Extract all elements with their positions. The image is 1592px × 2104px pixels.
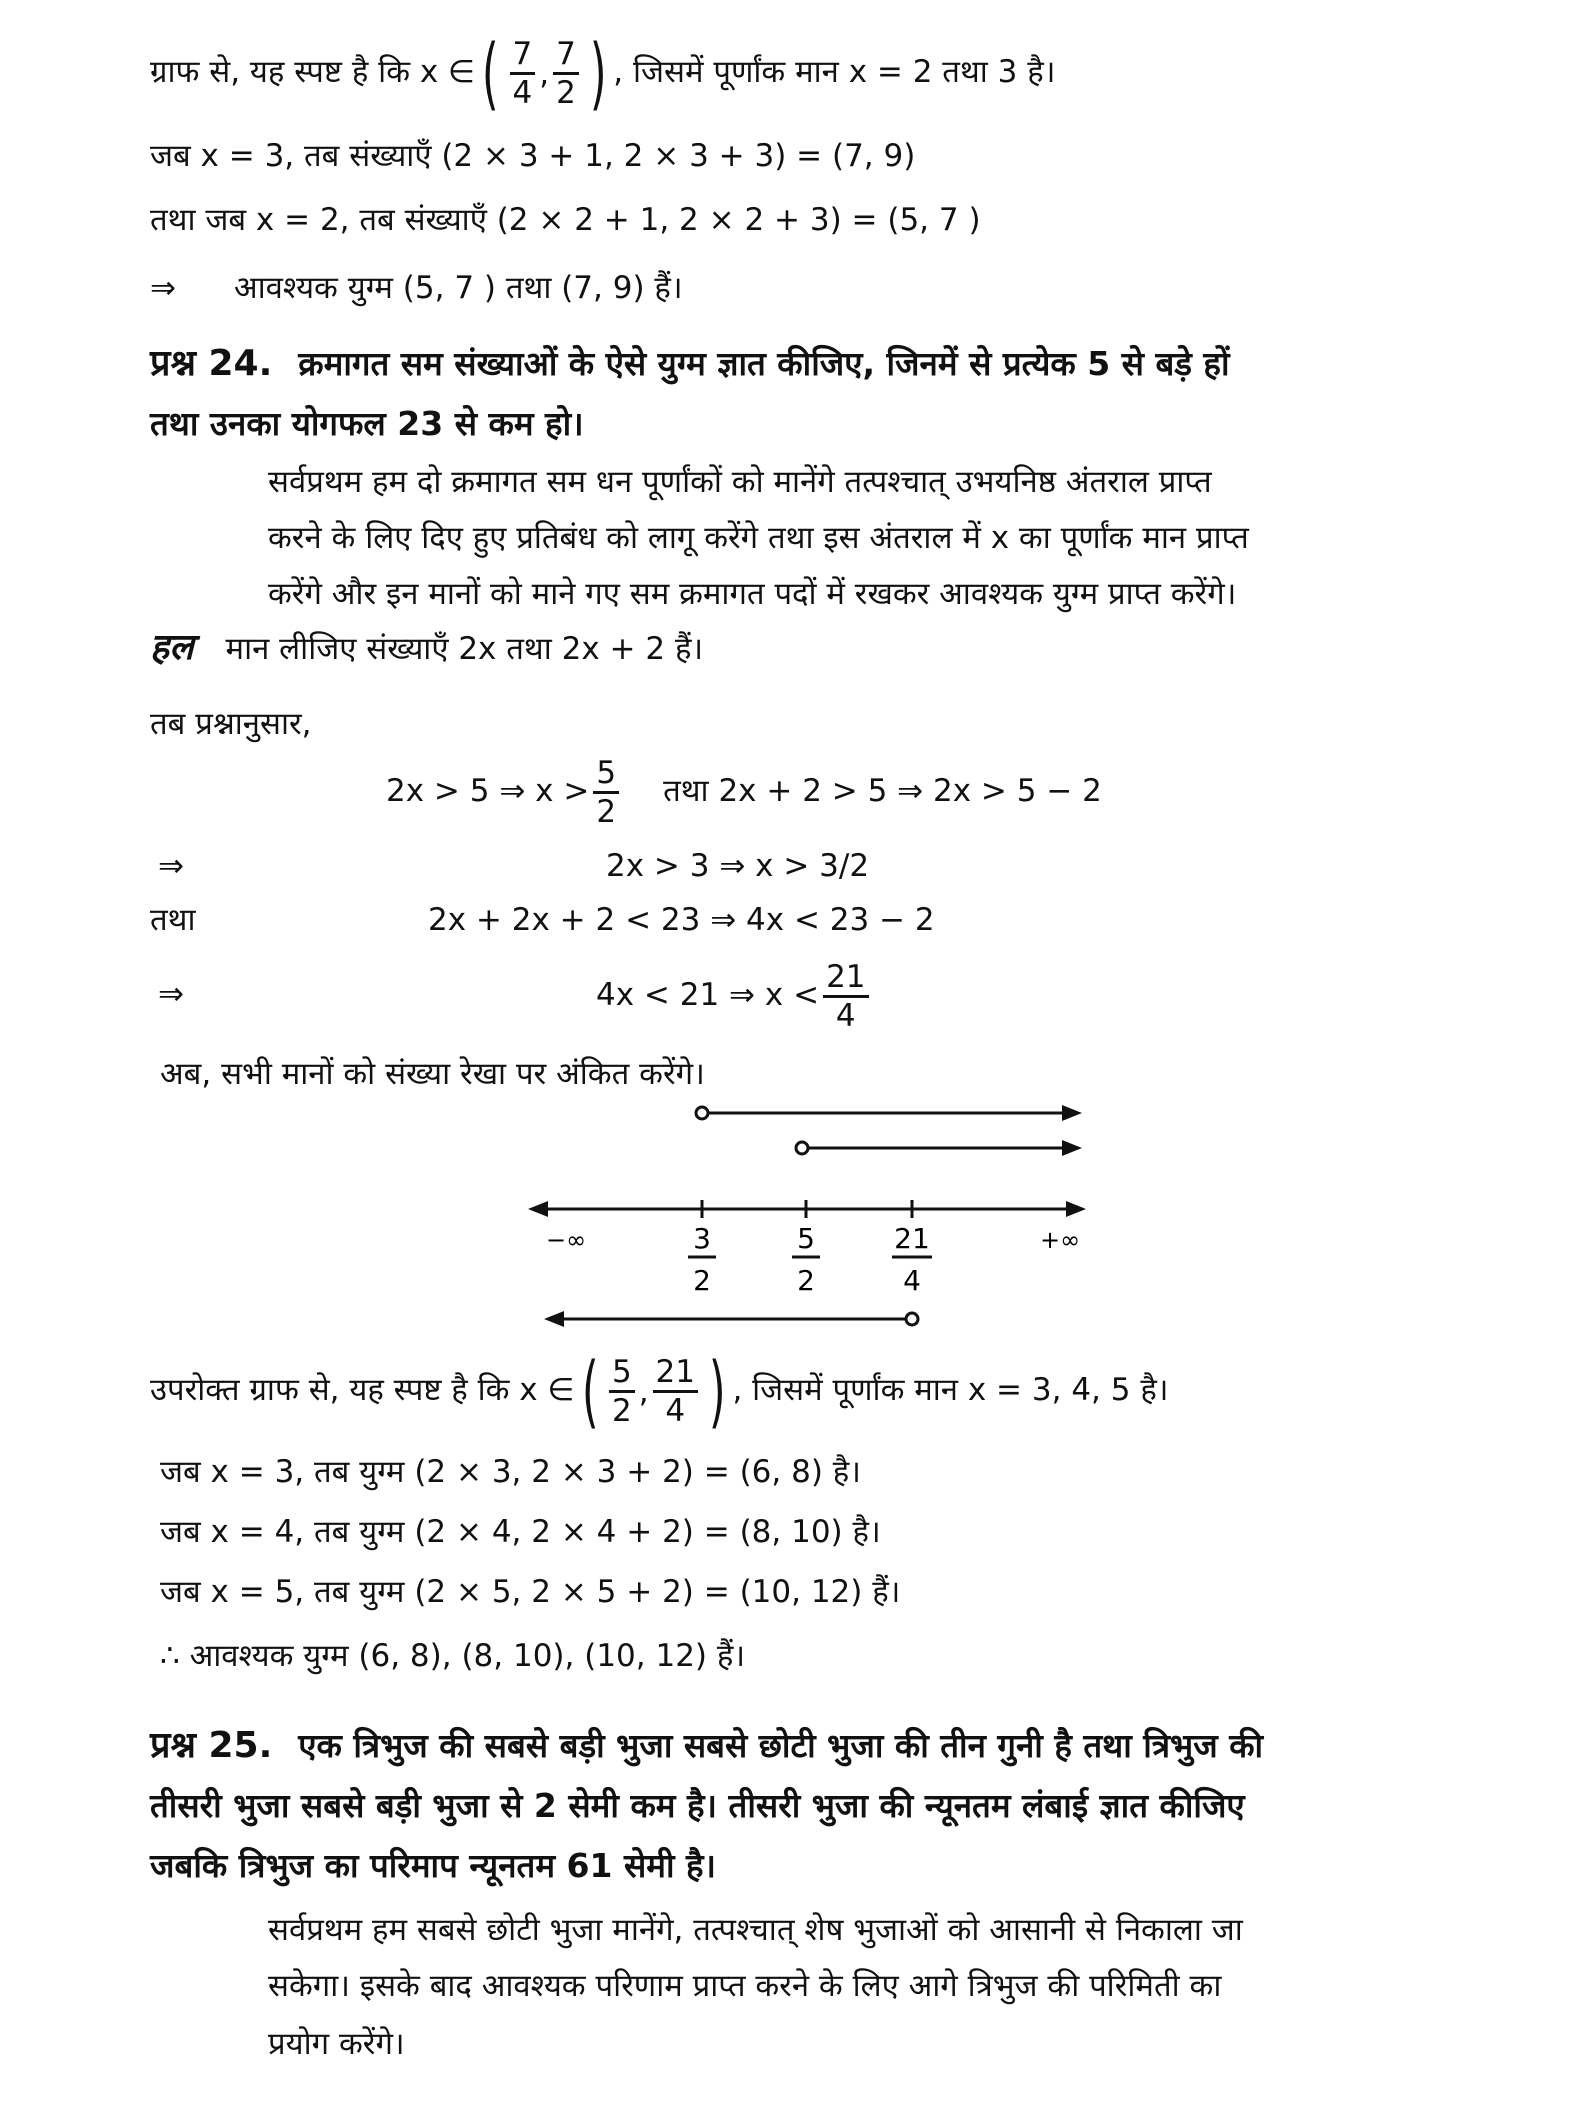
pos-infinity-label: +∞ xyxy=(1040,1226,1081,1254)
top-line-1-prefix: ग्राफ से, यह स्पष्ट है कि x ∈ xyxy=(150,54,476,90)
q25-approach-1: सर्वप्रथम हम सबसे छोटी भुजा मानेंगे, तत्पश्चात् शेष भुजाओं को आसानी से निकाला जा xyxy=(268,1912,1243,1948)
q24-then: तब प्रश्नानुसार, xyxy=(150,706,312,742)
tick-label-3-2-den: 2 xyxy=(693,1264,711,1297)
interval-7-4-7-2: ( $\frac{7}{4}$ , $\frac{7}{2}$ ) xyxy=(481,28,607,119)
top-line-3: तथा जब x = 2, तब संख्याएँ (2 × 2 + 1, 2 × 2 + 3) = (5, 7 ) xyxy=(150,202,981,238)
question-24-label: प्रश्न 24. xyxy=(150,343,273,384)
q24-approach-1: सर्वप्रथम हम दो क्रमागत सम धन पूर्णांकों को मानेंगे तत्पश्चात् उभयनिष्ठ अंतराल प्राप्त xyxy=(268,464,1212,500)
question-24-line-2: तथा उनका योगफल 23 से कम हो। xyxy=(150,404,584,443)
interval-5-2-21-4: ( $\frac{5}{2}$ , $\frac{21}{4}$ ) xyxy=(581,1346,726,1437)
q24-case-2: जब x = 4, तब युग्म (2 × 4, 2 × 4 + 2) = (8, 10) है। xyxy=(160,1514,881,1550)
equation-1: 2x > 5 ⇒ x > $\frac{5}{2}$ तथा 2x + 2 > 5 ⇒ 2x > 5 − 2 xyxy=(386,754,1102,830)
q25-approach-2: सकेगा। इसके बाद आवश्यक परिणाम प्राप्त करने के लिए आगे त्रिभुज की परिमिती का xyxy=(268,1968,1222,2004)
top-line-1-suffix: , जिसमें पूर्णांक मान x = 2 तथा 3 है। xyxy=(613,54,1056,90)
q24-case-3: जब x = 5, तब युग्म (2 × 5, 2 × 5 + 2) = (10, 12) हैं। xyxy=(160,1574,901,1610)
question-25-line-1: प्रश्न 25. एक त्रिभुज की सबसे बड़ी भुजा सबसे छोटी भुजा की तीन गुनी है तथा त्रिभुज की xyxy=(150,1725,1264,1766)
q24-conclusion: ∴ आवश्यक युग्म (6, 8), (8, 10), (10, 12) हैं। xyxy=(160,1638,746,1674)
equation-3-label: तथा xyxy=(150,902,196,938)
fraction-21-4: $\frac{21}{4}$ xyxy=(823,962,868,1032)
q24-solution: हल मान लीजिए संख्याएँ 2x तथा 2x + 2 हैं। xyxy=(150,627,704,668)
top-line-4: ⇒ आवश्यक युग्म (5, 7 ) तथा (7, 9) हैं। xyxy=(150,270,683,306)
tick-label-3-2-num: 3 xyxy=(693,1222,711,1255)
question-25-label: प्रश्न 25. xyxy=(150,1725,273,1766)
ray-x-less-21-4 xyxy=(544,1311,918,1327)
number-axis xyxy=(528,1200,1086,1297)
implies-arrow: ⇒ xyxy=(150,270,176,306)
equation-2: 2x > 3 ⇒ x > 3/2 xyxy=(606,848,870,884)
tick-label-21-4-den: 4 xyxy=(903,1264,921,1297)
question-25-line-3: जबकि त्रिभुज का परिमाप न्यूनतम 61 सेमी है। xyxy=(150,1846,717,1885)
tick-label-5-2-den: 2 xyxy=(797,1264,815,1297)
q25-approach-3: प्रयोग करेंगे। xyxy=(268,2026,405,2062)
ray-x-greater-5-2 xyxy=(796,1140,1082,1156)
solution-label: हल xyxy=(150,627,194,668)
q24-now: अब, सभी मानों को संख्या रेखा पर अंकित करेंगे। xyxy=(160,1056,705,1092)
equation-4: 4x < 21 ⇒ x < $\frac{21}{4}$ xyxy=(596,950,873,1040)
equation-2-arrow: ⇒ xyxy=(158,848,184,884)
tick-label-21-4-num: 21 xyxy=(894,1222,930,1255)
tick-label-5-2-num: 5 xyxy=(797,1222,815,1255)
q24-approach-2: करने के लिए दिए हुए प्रतिबंध को लागू करेंगे तथा इस अंतराल में x का पूर्णांक मान प्राप्त xyxy=(268,520,1249,556)
equation-4-arrow: ⇒ xyxy=(158,976,184,1012)
q24-approach-3: करेंगे और इन मानों को माने गए सम क्रमागत पदों में रखकर आवश्यक युग्म प्राप्त करेंगे। xyxy=(268,576,1237,612)
top-line-2: जब x = 3, तब संख्याएँ (2 × 3 + 1, 2 × 3 + 3) = (7, 9) xyxy=(150,138,916,174)
ray-x-greater-3-2 xyxy=(696,1105,1082,1121)
question-24-line-1: प्रश्न 24. क्रमागत सम संख्याओं के ऐसे युग्म ज्ञात कीजिए, जिनमें से प्रत्येक 5 से बड़े हों xyxy=(150,343,1230,384)
question-25-line-2: तीसरी भुजा सबसे बड़ी भुजा से 2 सेमी कम है। तीसरी भुजा की न्यूनतम लंबाई ज्ञात कीजिए xyxy=(150,1786,1245,1825)
neg-infinity-label: −∞ xyxy=(546,1226,587,1254)
equation-3: 2x + 2x + 2 < 23 ⇒ 4x < 23 − 2 xyxy=(428,902,935,938)
q24-graph-conclusion: उपरोक्त ग्राफ से, यह स्पष्ट है कि x ∈ ( $\frac{5}{2}$ , $\frac{21}{4}$ ) , जिसमें पूर्णांक मान x = 3, 4, 5 है। xyxy=(150,1340,1169,1442)
fraction-5-2: $\frac{5}{2}$ xyxy=(593,758,619,828)
q24-case-1: जब x = 3, तब युग्म (2 × 3, 2 × 3 + 2) = (6, 8) है। xyxy=(160,1454,861,1490)
